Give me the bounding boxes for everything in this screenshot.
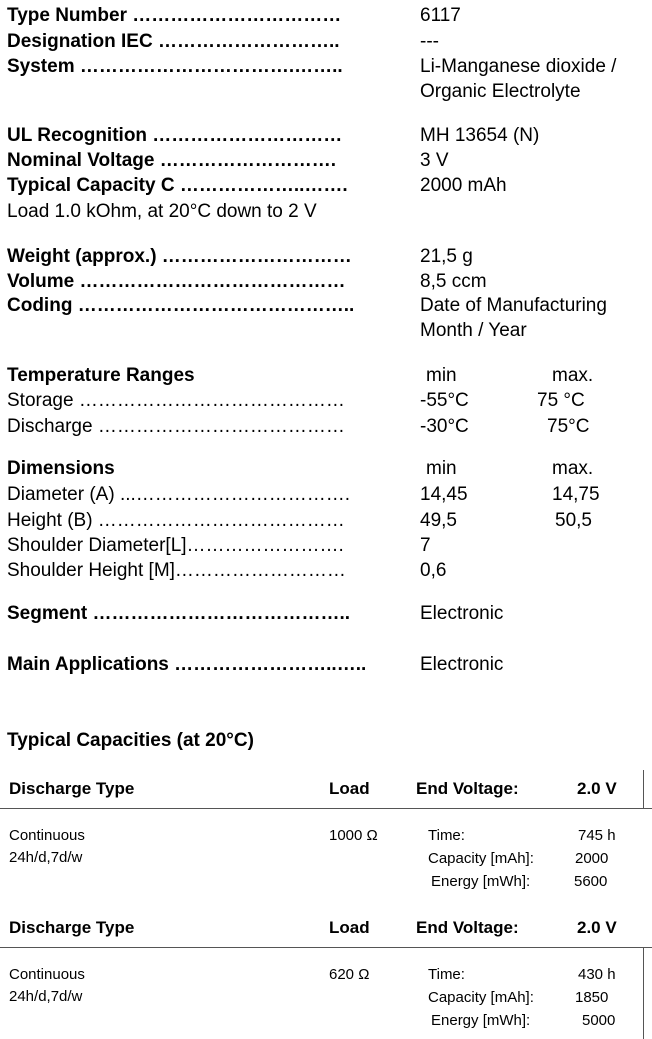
dimensions-min-header: min — [426, 458, 457, 479]
table-header — [0, 909, 652, 947]
dimension-label: Diameter (A) ...……………………………. — [7, 484, 351, 505]
type-number-value: 6117 — [420, 5, 461, 26]
row-schedule: 24h/d,7d/w — [9, 988, 83, 1005]
applications-label: Main Applications ……………………..….. — [7, 654, 367, 675]
temperature-label: Storage …………………………………… — [7, 390, 345, 411]
header-end-voltage: End Voltage: — [416, 918, 519, 937]
row-capacity: 1850 — [575, 989, 609, 1006]
dimension-min: 49,5 — [420, 510, 457, 531]
table-divider — [0, 947, 652, 948]
table-header — [0, 770, 652, 808]
capacity-label: Typical Capacity C ………………..……. — [7, 175, 348, 196]
dimension-max: 14,75 — [552, 484, 600, 505]
weight-value: 21,5 g — [420, 246, 473, 267]
row-capacity-label: Capacity [mAh]: — [428, 850, 534, 867]
dimension-max: 50,5 — [555, 510, 592, 531]
row-discharge-type: Continuous — [9, 966, 85, 983]
temperature-max-header: max. — [552, 365, 594, 386]
voltage-label: Nominal Voltage ………………………. — [7, 150, 337, 171]
row-time: 430 h — [578, 966, 616, 983]
dimensions-heading: Dimensions — [7, 458, 115, 479]
row-capacity: 2000 — [575, 850, 609, 867]
dimension-label: Height (B) ………………………………… — [7, 510, 345, 531]
capacity-value: 2000 mAh — [420, 175, 507, 196]
coding-label: Coding …………………………………….. — [7, 295, 355, 316]
row-time-label: Time: — [428, 827, 465, 844]
dimension-label: Shoulder Diameter[L]……………………. — [7, 535, 344, 556]
row-time-label: Time: — [428, 966, 465, 983]
table-border — [643, 947, 644, 1039]
coding-value-2: Month / Year — [420, 320, 527, 341]
segment-label: Segment ………………………………….. — [7, 603, 351, 624]
temperature-max: 75 °C — [537, 390, 585, 411]
row-discharge-type: Continuous — [9, 827, 85, 844]
header-end-voltage: End Voltage: — [416, 779, 519, 798]
header-volts: 2.0 V — [577, 918, 617, 937]
dimension-min: 0,6 — [420, 560, 447, 581]
temperature-heading: Temperature Ranges — [7, 365, 195, 386]
header-volts: 2.0 V — [577, 779, 617, 798]
coding-value: Date of Manufacturing — [420, 295, 607, 316]
row-load: 620 Ω — [329, 966, 370, 983]
row-energy-label: Energy [mWh]: — [431, 873, 531, 890]
voltage-value: 3 V — [420, 150, 449, 171]
system-value-2: Organic Electrolyte — [420, 81, 581, 102]
row-energy: 5000 — [582, 1012, 616, 1029]
table-divider — [0, 808, 652, 809]
segment-value: Electronic — [420, 603, 504, 624]
header-discharge-type: Discharge Type — [9, 779, 135, 798]
temperature-label: Discharge ………………………………… — [7, 416, 345, 437]
temperature-min: -55°C — [420, 390, 469, 411]
system-label: System …………………………….…….. — [7, 56, 343, 77]
ul-label: UL Recognition ………………………… — [7, 125, 343, 146]
system-value: Li-Manganese dioxide / — [420, 56, 617, 77]
header-load: Load — [329, 918, 370, 937]
row-capacity-label: Capacity [mAh]: — [428, 989, 534, 1006]
temperature-min: -30°C — [420, 416, 469, 437]
type-number-label: Type Number …………………………… — [7, 5, 342, 26]
ul-value: MH 13654 (N) — [420, 125, 540, 146]
row-energy: 5600 — [574, 873, 608, 890]
row-schedule: 24h/d,7d/w — [9, 849, 83, 866]
designation-label: Designation IEC ……………………….. — [7, 31, 340, 52]
temperature-min-header: min — [426, 365, 457, 386]
applications-value: Electronic — [420, 654, 504, 675]
dimensions-max-header: max. — [552, 458, 594, 479]
dimension-min: 14,45 — [420, 484, 468, 505]
weight-label: Weight (approx.) ………………………… — [7, 246, 352, 267]
row-energy-label: Energy [mWh]: — [431, 1012, 531, 1029]
dimension-label: Shoulder Height [M]……………………… — [7, 560, 346, 581]
capacity-note: Load 1.0 kOhm, at 20°C down to 2 V — [7, 201, 317, 222]
volume-label: Volume …………………………………… — [7, 271, 346, 292]
volume-value: 8,5 ccm — [420, 271, 487, 292]
dimension-min: 7 — [420, 535, 431, 556]
header-load: Load — [329, 779, 370, 798]
designation-value: --- — [420, 31, 439, 52]
capacities-title: Typical Capacities (at 20°C) — [7, 730, 254, 751]
temperature-max: 75°C — [547, 416, 590, 437]
row-time: 745 h — [578, 827, 616, 844]
row-load: 1000 Ω — [329, 827, 378, 844]
header-discharge-type: Discharge Type — [9, 918, 135, 937]
